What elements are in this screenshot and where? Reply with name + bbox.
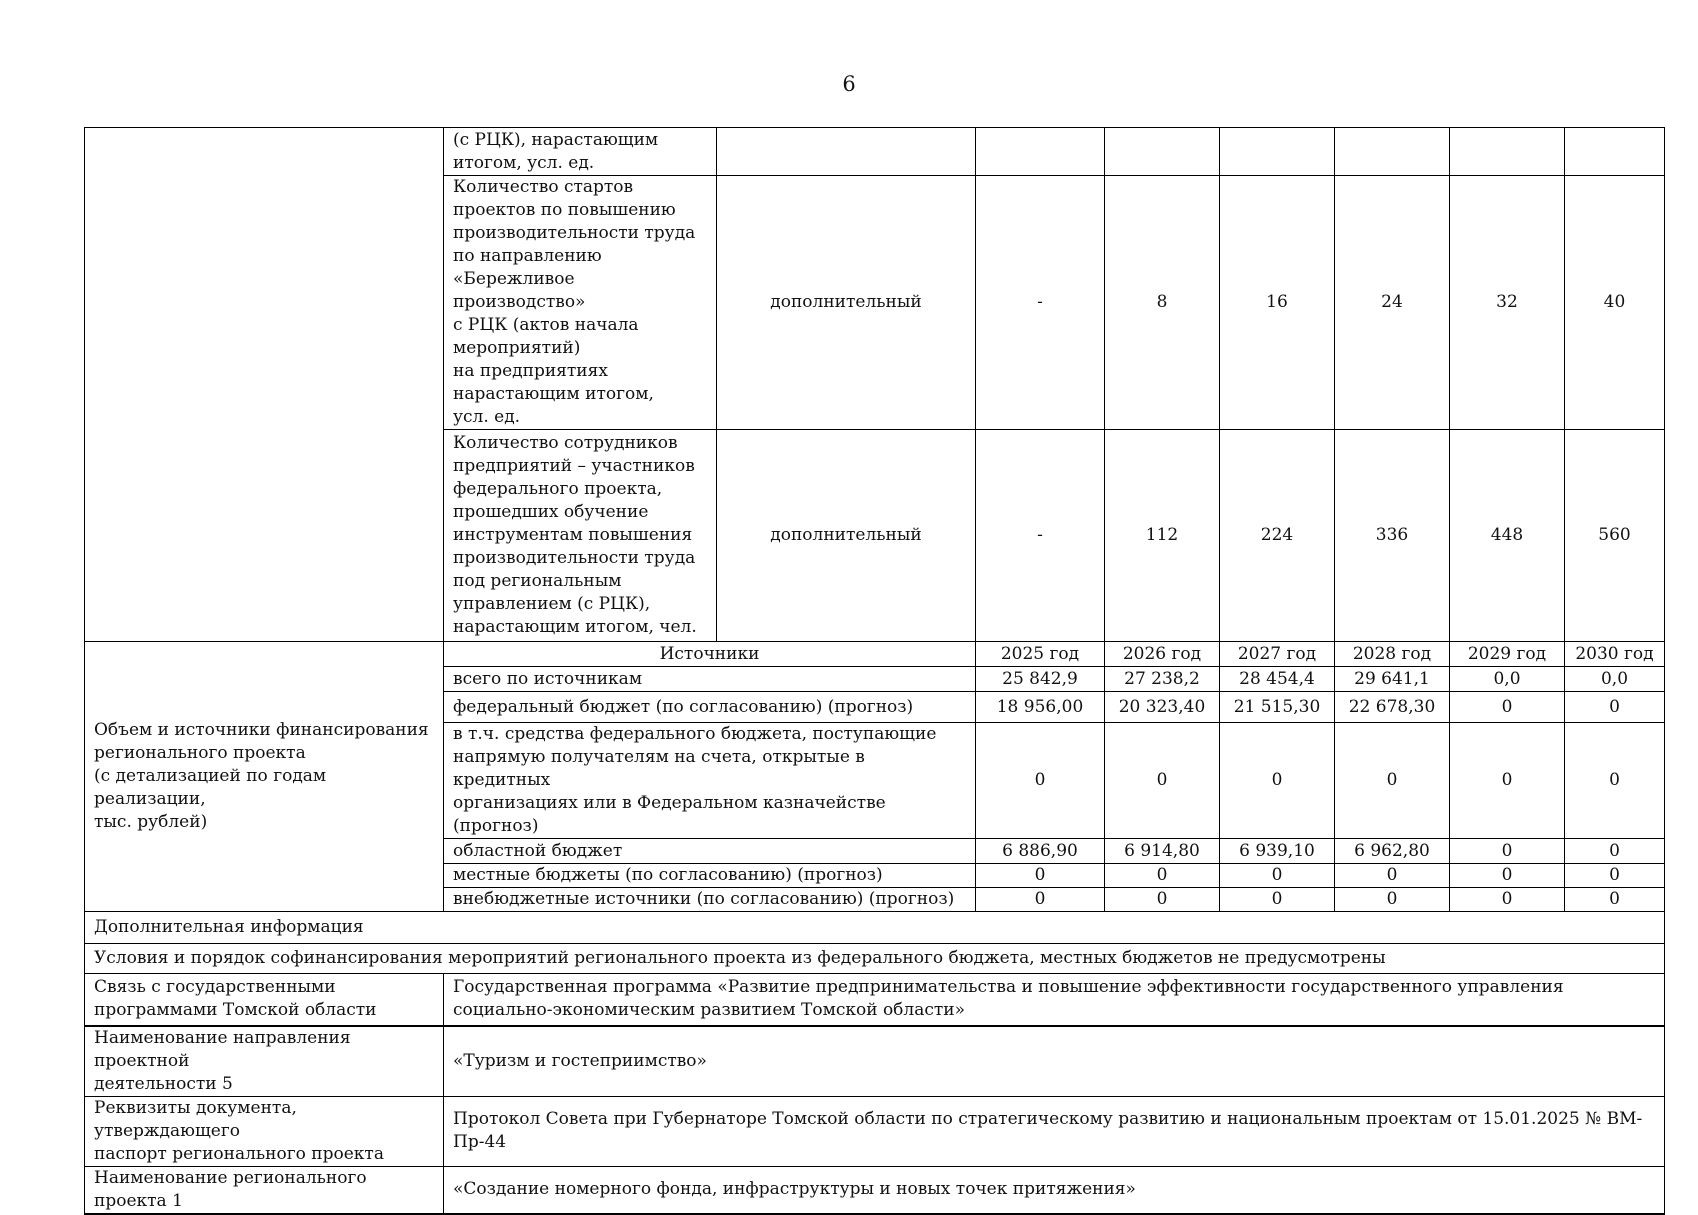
financing-value: 25 842,9 [976,667,1105,692]
financing-source: всего по источникам [444,667,976,692]
cofinancing-row [85,944,1665,974]
indicator-type [717,128,976,176]
financing-source: в т.ч. средства федерального бюджета, поступающие напрямую получателям на счета, открытые в кредитных организациях или в Федеральном казначействе (прогноз) [444,723,976,839]
financing-value: 0 [976,864,1105,888]
financing-value: 0 [1335,723,1450,839]
program-link-row [85,974,1665,1026]
indicator-value-2025: - [976,430,1105,642]
financing-value: 0 [1450,692,1565,723]
financing-value: 21 515,30 [1220,692,1335,723]
financing-source: областной бюджет [444,839,976,864]
financing-value: 0 [1220,864,1335,888]
indicator-name: (с РЦК), нарастающим итогом, усл. ед. [444,128,717,176]
document-details-value: Протокол Совета при Губернаторе Томской области по стратегическому развитию и национальным проектам от 15.01.2025 № ВМ-Пр-44 [444,1096,1665,1166]
indicator-value-2030: 40 [1565,176,1665,430]
direction-label: Наименование направления проектной деятельности 5 [85,1026,444,1097]
financing-value: 0 [1450,864,1565,888]
financing-value: 0 [1220,888,1335,912]
sources-header: Источники [444,642,976,667]
financing-value: 0 [1220,723,1335,839]
indicator-row [85,128,1665,176]
financing-value: 6 886,90 [976,839,1105,864]
indicator-value-2027: 224 [1220,430,1335,642]
financing-value: 0 [1335,888,1450,912]
financing-value: 6 962,80 [1335,839,1450,864]
financing-value: 28 454,4 [1220,667,1335,692]
additional-info-row [85,912,1665,944]
passport-table [84,127,1665,1215]
indicator-value-2025: - [976,176,1105,430]
indicator-value-2030 [1565,128,1665,176]
document-details-row [85,1096,1665,1166]
indicator-value-2027 [1220,128,1335,176]
document-details-label: Реквизиты документа, утверждающего паспорт регионального проекта [85,1096,444,1166]
year-header: 2028 год [1335,642,1450,667]
financing-value: 0 [1565,839,1665,864]
direction-row [85,1026,1665,1097]
financing-value: 20 323,40 [1105,692,1220,723]
regional-project-row [85,1166,1665,1214]
indicator-name: Количество стартов проектов по повышению производительности труда по направлению «Бережливое производство» с РЦК (актов начала мероприятий) на предприятиях нарастающим итогом, усл. ед. [444,176,717,430]
indicator-value-2029 [1450,128,1565,176]
financing-value: 0 [1565,692,1665,723]
financing-value: 27 238,2 [1105,667,1220,692]
cofinancing-conditions: Условия и порядок софинансирования мероприятий регионального проекта из федерального бюджета, местных бюджетов не предусмотрены [85,944,1665,974]
financing-value: 0 [1105,888,1220,912]
financing-value: 18 956,00 [976,692,1105,723]
financing-value: 0,0 [1450,667,1565,692]
financing-source: местные бюджеты (по согласованию) (прогноз) [444,864,976,888]
financing-value: 0 [1565,888,1665,912]
financing-label: Объем и источники финансирования регионального проекта (с детализацией по годам реализации, тыс. рублей) [85,642,444,912]
indicator-value-2029: 448 [1450,430,1565,642]
financing-value: 6 914,80 [1105,839,1220,864]
financing-value: 0 [1450,839,1565,864]
indicator-type: дополнительный [717,430,976,642]
indicator-value-2027: 16 [1220,176,1335,430]
direction-value: «Туризм и гостеприимство» [444,1026,1665,1097]
financing-value: 0 [976,723,1105,839]
indicator-name: Количество сотрудников предприятий – участников федерального проекта, прошедших обучение инструментам повышения производительности труда под региональным управлением (с РЦК), нарастающим итогом, чел. [444,430,717,642]
financing-value: 0 [1565,723,1665,839]
indicator-value-2029: 32 [1450,176,1565,430]
financing-value: 0 [1105,864,1220,888]
page-number: 6 [842,72,856,96]
indicator-group-label-cell [85,128,444,642]
indicator-type: дополнительный [717,176,976,430]
additional-info-heading: Дополнительная информация [85,912,1665,944]
financing-source: федеральный бюджет (по согласованию) (прогноз) [444,692,976,723]
financing-value: 0 [976,888,1105,912]
financing-value: 6 939,10 [1220,839,1335,864]
program-link-value: Государственная программа «Развитие предпринимательства и повышение эффективности государственного управления социально-экономическим развитием Томской области» [444,974,1665,1026]
year-header: 2030 год [1565,642,1665,667]
financing-value: 0 [1335,864,1450,888]
regional-project-value: «Создание номерного фонда, инфраструктуры и новых точек притяжения» [444,1166,1665,1214]
year-header: 2026 год [1105,642,1220,667]
indicator-value-2026: 8 [1105,176,1220,430]
indicator-value-2030: 560 [1565,430,1665,642]
indicator-value-2026 [1105,128,1220,176]
financing-value: 0 [1450,723,1565,839]
program-link-label: Связь с государственными программами Томской области [85,974,444,1026]
financing-value: 29 641,1 [1335,667,1450,692]
financing-value: 0 [1105,723,1220,839]
financing-value: 22 678,30 [1335,692,1450,723]
financing-source: внебюджетные источники (по согласованию) (прогноз) [444,888,976,912]
indicator-value-2028 [1335,128,1450,176]
financing-header-row [85,642,1665,667]
financing-value: 0,0 [1565,667,1665,692]
regional-project-label: Наименование регионального проекта 1 [85,1166,444,1214]
indicator-value-2026: 112 [1105,430,1220,642]
year-header: 2025 год [976,642,1105,667]
financing-value: 0 [1565,864,1665,888]
financing-value: 0 [1450,888,1565,912]
indicator-value-2028: 336 [1335,430,1450,642]
indicator-value-2028: 24 [1335,176,1450,430]
year-header: 2027 год [1220,642,1335,667]
indicator-value-2025 [976,128,1105,176]
year-header: 2029 год [1450,642,1565,667]
